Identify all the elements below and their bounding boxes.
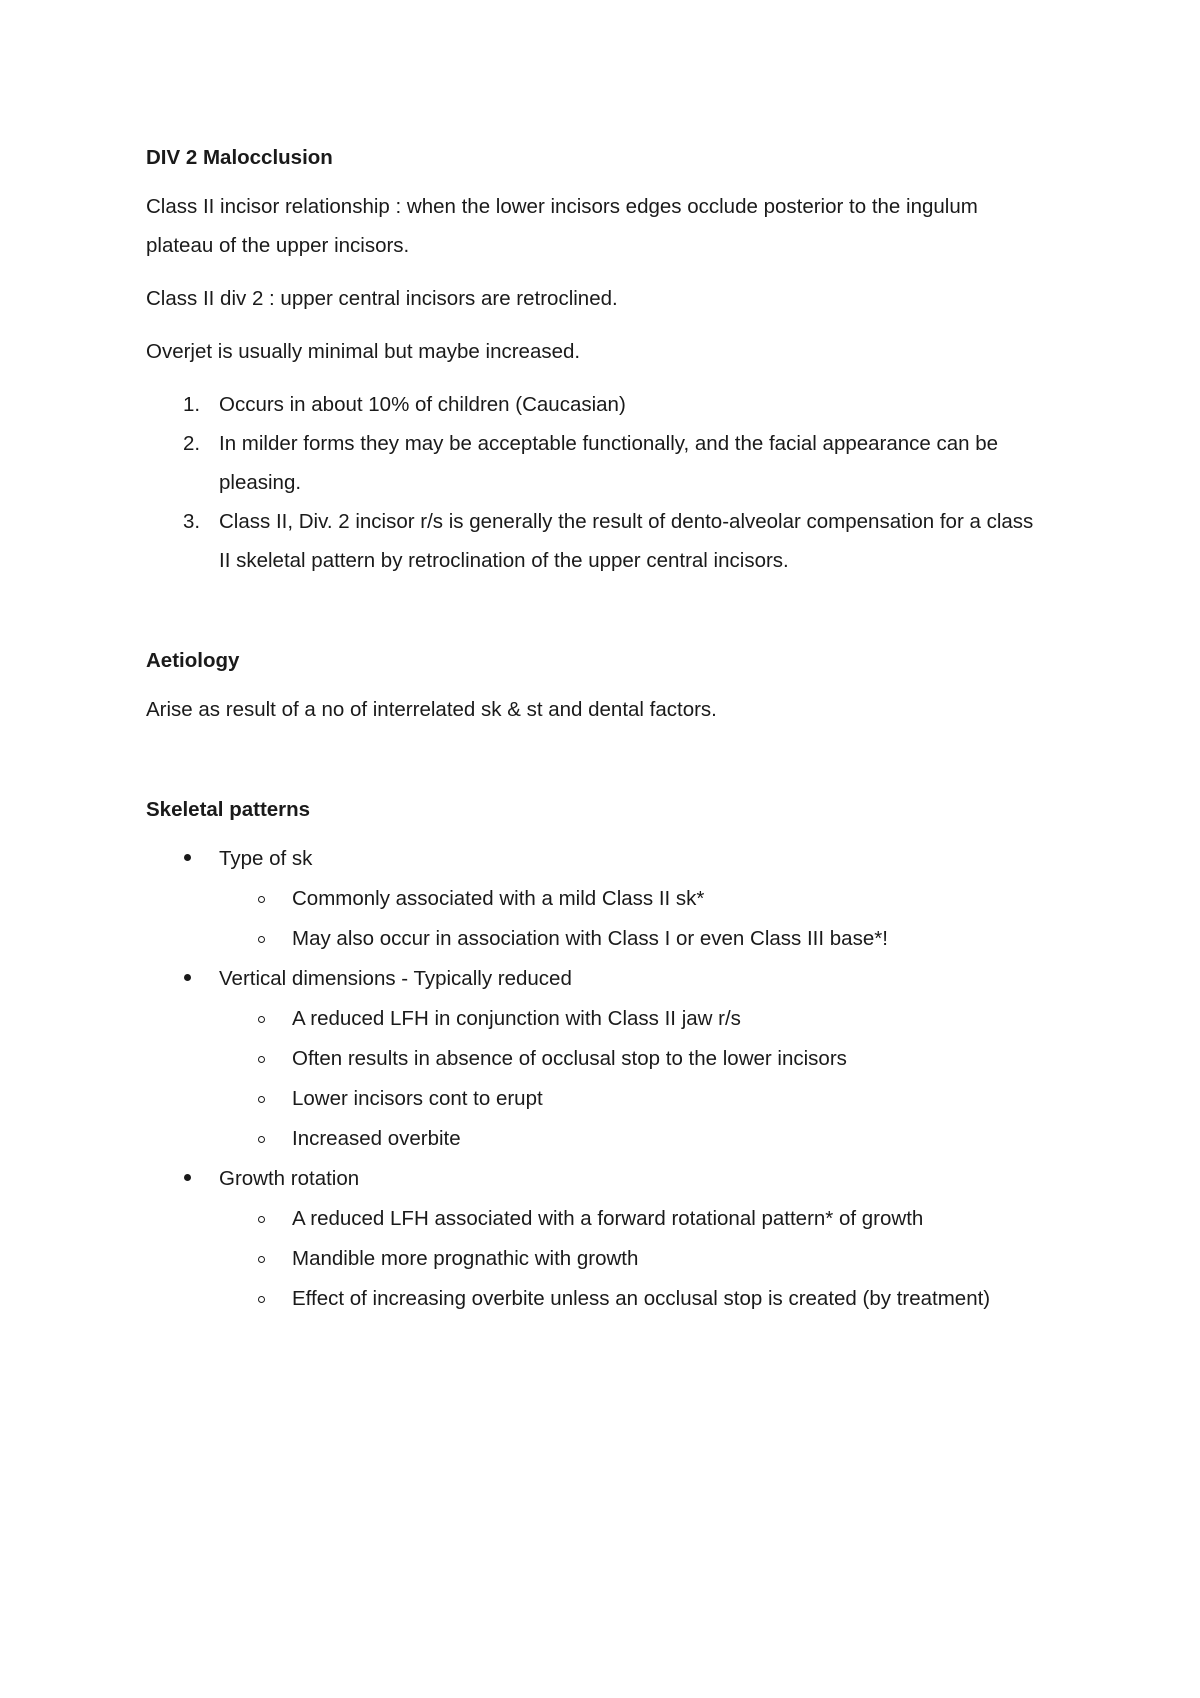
sub-bullet-text: Often results in absence of occlusal stop to the lower incisors — [292, 1047, 847, 1070]
numbered-list-item — [146, 424, 1019, 502]
list-item-text: Class II, Div. 2 incisor r/s is generally the result of dento-alveolar compensation for a class II skeletal pattern by retroclination of the upper central incisors. — [219, 510, 1034, 572]
list-number: 3. — [183, 510, 201, 533]
bullet-item-text: Vertical dimensions - Typically reduced — [219, 967, 572, 990]
sub-bullet-text: Increased overbite — [292, 1127, 461, 1150]
sub-bullet-list — [219, 879, 1066, 959]
circle-bullet-icon — [258, 1056, 265, 1063]
bullet-item-text: Type of sk — [219, 847, 313, 870]
list-number: 2. — [183, 432, 201, 455]
sub-bullet-text: May also occur in association with Class I or even Class III base*! — [292, 927, 888, 950]
sub-bullet-text: Commonly associated with a mild Class II sk* — [292, 887, 705, 910]
list-item-text: Occurs in about 10% of children (Caucasian) — [219, 393, 626, 416]
sub-bullet-item — [146, 1199, 1066, 1239]
sub-bullet-item — [146, 999, 1066, 1039]
list-item-text: In milder forms they may be acceptable functionally, and the facial appearance can be pleasing. — [219, 432, 999, 494]
sub-bullet-text: Lower incisors cont to erupt — [292, 1087, 543, 1110]
circle-bullet-icon — [258, 1296, 265, 1303]
sub-bullet-item — [146, 1119, 1066, 1159]
sub-bullet-text: Mandible more prognathic with growth — [292, 1247, 639, 1270]
circle-bullet-icon — [258, 896, 265, 903]
numbered-list-item — [146, 502, 1049, 580]
circle-bullet-icon — [258, 1216, 265, 1223]
document-body — [146, 143, 1066, 1319]
numbered-list-item — [146, 385, 1066, 424]
paragraph-incisor-relationship: Class II incisor relationship : when the lower incisors edges occlude posterior to the ingulum plateau of the upper incisors. — [146, 195, 978, 257]
circle-bullet-icon — [258, 1016, 265, 1023]
sub-bullet-text: A reduced LFH associated with a forward rotational pattern* of growth — [292, 1207, 924, 1230]
heading-skeletal-patterns: Skeletal patterns — [146, 798, 311, 821]
bullet-item-vertical-dimensions — [146, 959, 1066, 1159]
bullet-icon — [184, 974, 191, 981]
bullet-list — [146, 839, 1066, 1319]
paragraph-class-ii-div2: Class II div 2 : upper central incisors are retroclined. — [146, 287, 618, 310]
paragraph-aetiology: Arise as result of a no of interrelated sk & st and dental factors. — [146, 698, 717, 721]
sub-bullet-item — [146, 879, 1066, 919]
sub-bullet-item — [146, 1079, 1066, 1119]
sub-bullet-item — [146, 1239, 1066, 1279]
circle-bullet-icon — [258, 1136, 265, 1143]
circle-bullet-icon — [258, 1096, 265, 1103]
heading-aetiology: Aetiology — [146, 649, 240, 672]
sub-bullet-text: Effect of increasing overbite unless an occlusal stop is created (by treatment) — [292, 1287, 991, 1310]
sub-bullet-text: A reduced LFH in conjunction with Class II jaw r/s — [292, 1007, 741, 1030]
bullet-icon — [184, 1174, 191, 1181]
bullet-item-type-of-sk — [146, 839, 1066, 959]
bullet-item-growth-rotation — [146, 1159, 1066, 1319]
list-number: 1. — [183, 393, 201, 416]
bullet-item-text: Growth rotation — [219, 1167, 360, 1190]
bullet-icon — [184, 854, 191, 861]
sub-bullet-item — [146, 1279, 1066, 1319]
circle-bullet-icon — [258, 1256, 265, 1263]
sub-bullet-item — [146, 1039, 1066, 1079]
sub-bullet-item — [146, 919, 1066, 959]
circle-bullet-icon — [258, 936, 265, 943]
heading-div2-malocclusion: DIV 2 Malocclusion — [146, 146, 333, 169]
numbered-list — [146, 385, 1066, 580]
sub-bullet-list — [219, 1199, 1066, 1319]
paragraph-overjet: Overjet is usually minimal but maybe increased. — [146, 340, 581, 363]
sub-bullet-list — [219, 999, 1066, 1159]
